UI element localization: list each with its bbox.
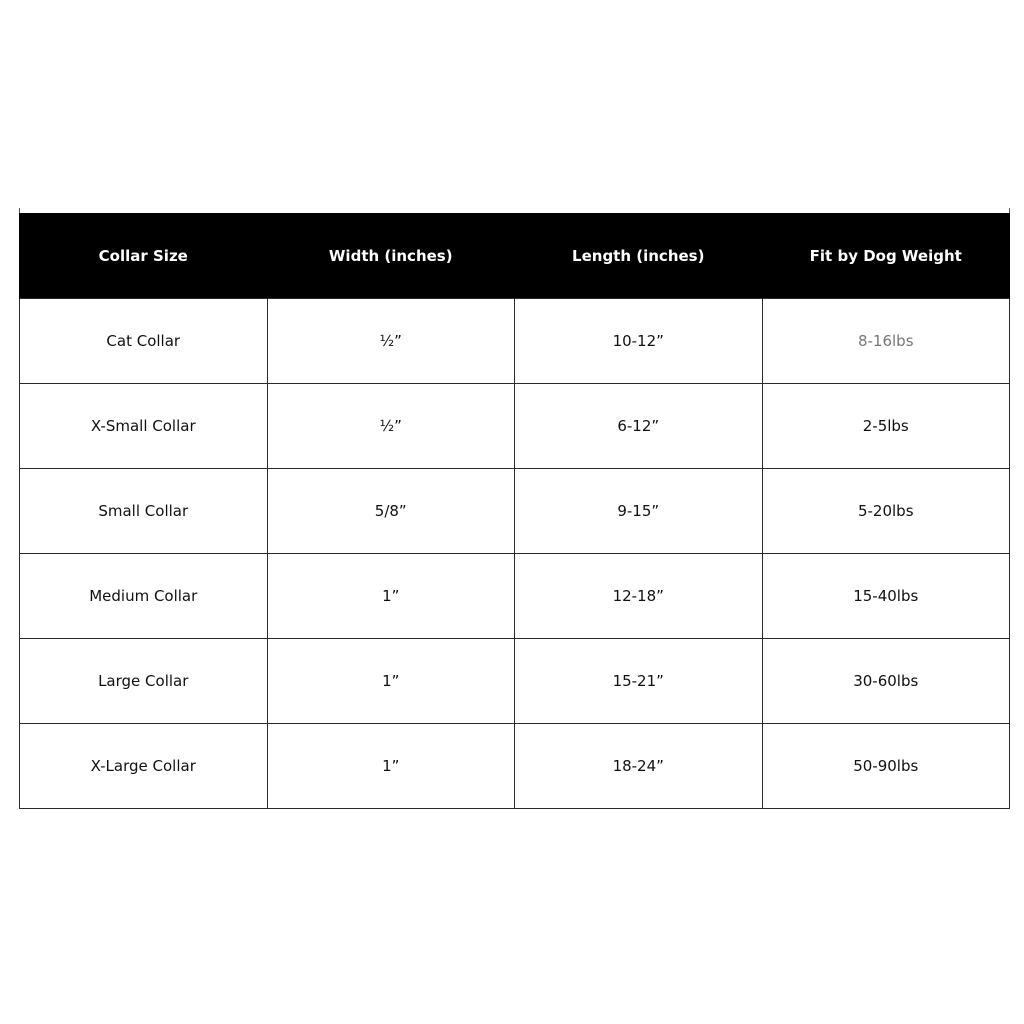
cell-collar-size: X-Small Collar (20, 384, 268, 469)
table-row (20, 639, 1010, 724)
header-row (20, 213, 1010, 299)
header-collar-size: Collar Size (20, 213, 268, 299)
cell-length: 6-12” (515, 384, 763, 469)
cell-width: 5/8” (267, 469, 515, 554)
cell-fit-weight: 15-40lbs (762, 554, 1010, 639)
cell-length: 10-12” (515, 299, 763, 384)
collar-size-chart-table (19, 213, 1010, 809)
table-row (20, 469, 1010, 554)
cell-width: 1” (267, 554, 515, 639)
table-body (20, 299, 1010, 809)
table-header (20, 213, 1010, 299)
cell-collar-size: Medium Collar (20, 554, 268, 639)
cell-collar-size: Large Collar (20, 639, 268, 724)
cell-fit-weight: 5-20lbs (762, 469, 1010, 554)
cell-width: ½” (267, 299, 515, 384)
cell-width: ½” (267, 384, 515, 469)
cell-collar-size: Small Collar (20, 469, 268, 554)
cell-collar-size: Cat Collar (20, 299, 268, 384)
cell-fit-weight: 50-90lbs (762, 724, 1010, 809)
cell-width: 1” (267, 724, 515, 809)
header-fit-by-weight: Fit by Dog Weight (762, 213, 1010, 299)
table-row (20, 299, 1010, 384)
cell-length: 12-18” (515, 554, 763, 639)
header-width: Width (inches) (267, 213, 515, 299)
cell-fit-weight: 2-5lbs (762, 384, 1010, 469)
cell-length: 9-15” (515, 469, 763, 554)
cell-collar-size: X-Large Collar (20, 724, 268, 809)
cell-width: 1” (267, 639, 515, 724)
header-length: Length (inches) (515, 213, 763, 299)
cell-length: 15-21” (515, 639, 763, 724)
cell-fit-weight: 8-16lbs (762, 299, 1010, 384)
table-row (20, 554, 1010, 639)
cell-length: 18-24” (515, 724, 763, 809)
table-row (20, 384, 1010, 469)
cell-fit-weight: 30-60lbs (762, 639, 1010, 724)
table-row (20, 724, 1010, 809)
